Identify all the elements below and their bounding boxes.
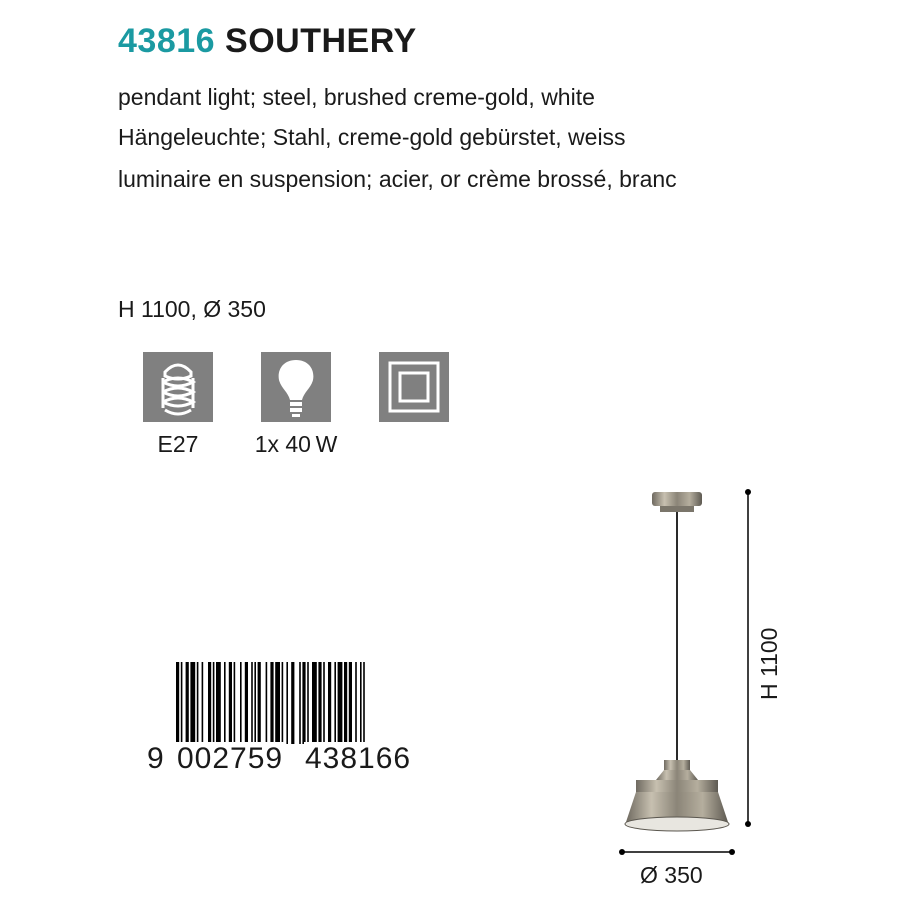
diameter-dimension-line [618, 846, 736, 858]
barcode-bar [190, 662, 195, 744]
description-fr: luminaire en suspension; acier, or crème brossé, branc [118, 166, 677, 192]
barcode-bar [208, 662, 211, 744]
barcode-bar [344, 662, 347, 744]
product-title [118, 22, 417, 61]
canopy [652, 492, 702, 512]
barcode-bar [229, 662, 232, 744]
description-de: Hängeleuchte; Stahl, creme-gold gebürstet, weiss [118, 124, 626, 150]
article-number: 43816 [118, 22, 216, 60]
diameter-label: Ø 350 [640, 862, 703, 888]
barcode-bar [266, 662, 268, 744]
barcode-bar [312, 662, 317, 744]
barcode-group-1: 002759 [177, 742, 284, 775]
barcode-bar [286, 662, 288, 744]
description-en: pendant light; steel, brushed creme-gold, white [118, 84, 595, 110]
product-name: SOUTHERY [225, 22, 417, 60]
barcode-group-2: 438166 [305, 742, 412, 775]
barcode-bar [234, 662, 236, 744]
shade [625, 760, 729, 831]
barcode-bar [282, 662, 284, 744]
barcode-bar [216, 662, 221, 744]
barcode-bar [349, 662, 352, 744]
height-label: H 1100 [756, 627, 782, 700]
bulb-icon [261, 352, 331, 422]
barcode-bar [307, 662, 309, 744]
barcode-bar [245, 662, 248, 744]
barcode-bar [202, 662, 204, 744]
barcode-bar [197, 662, 199, 744]
barcode-bar [355, 662, 357, 744]
icon-label-socket: E27 [157, 431, 199, 457]
barcode-bar [291, 662, 294, 744]
height-dimension-line [740, 488, 756, 828]
barcode-bar [258, 662, 261, 744]
barcode-bar [323, 662, 325, 744]
barcode-bar [338, 662, 343, 744]
barcode-bar [302, 662, 305, 744]
barcode-bar [251, 662, 253, 744]
icon-label-bulb: 1x 40 W [254, 431, 338, 457]
barcode-bar [318, 662, 321, 744]
barcode-bar [186, 662, 189, 744]
protection-class-icon [379, 352, 449, 422]
barcode-bar [254, 662, 256, 744]
barcode-first-digit: 9 [147, 742, 164, 775]
e27-socket-icon [143, 352, 213, 422]
barcode-bar [299, 662, 301, 744]
dimensions-text: H 1100, Ø 350 [118, 296, 266, 322]
barcode-bar [213, 662, 215, 744]
barcode-bar [334, 662, 336, 744]
barcode-bar [360, 662, 362, 744]
barcode-bar [224, 662, 226, 744]
barcode-bar [240, 662, 242, 744]
barcode-bar [328, 662, 331, 744]
